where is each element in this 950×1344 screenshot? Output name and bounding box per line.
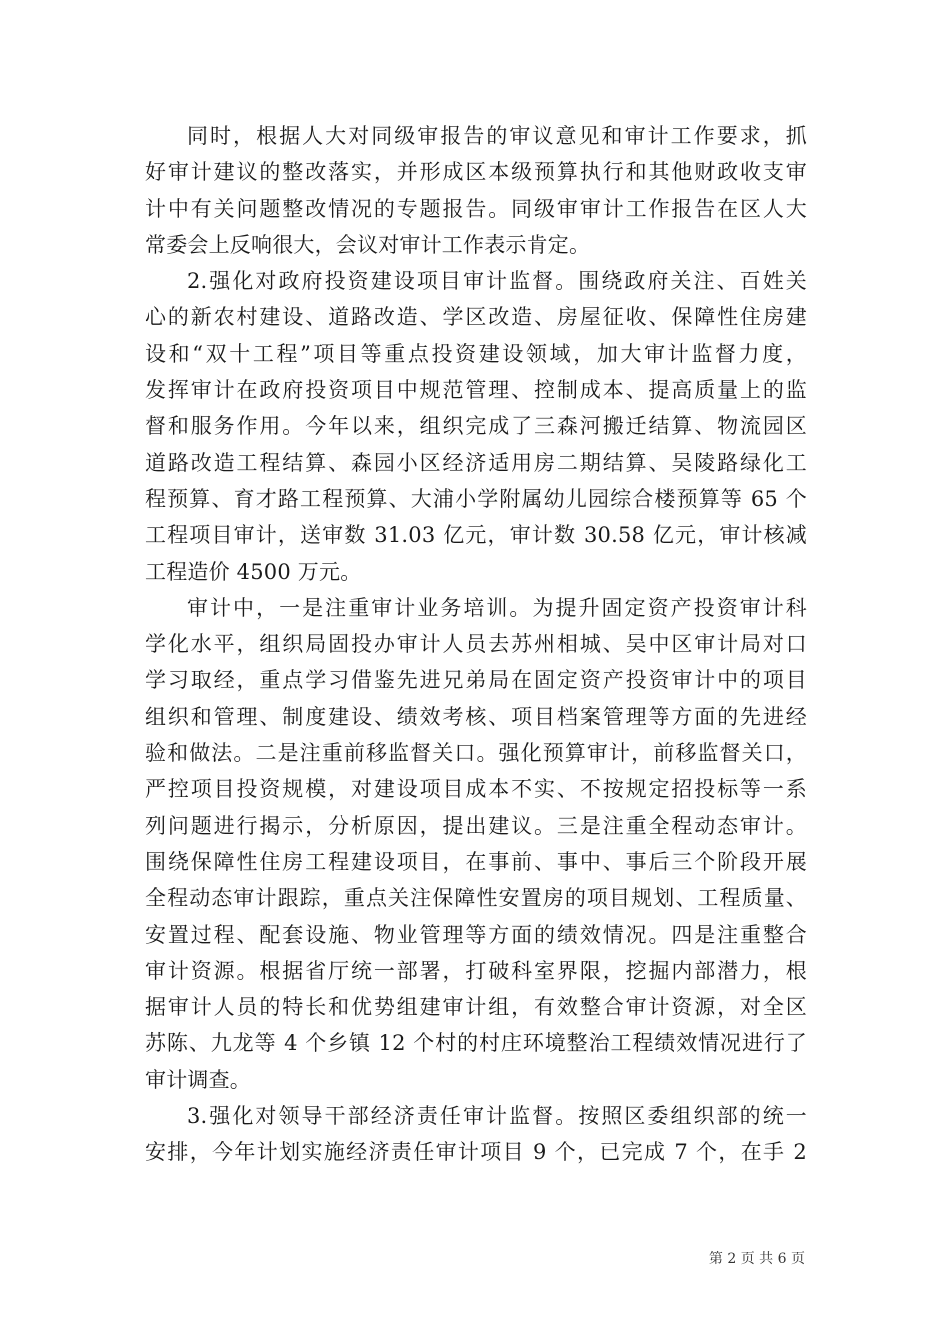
paragraph — [145, 263, 807, 590]
text-line: 发挥审计在政府投资项目中规范管理、控制成本、提高质量上的监 — [145, 378, 807, 403]
text-line: 审计资源。根据省厅统一部署，打破科室界限，挖掘内部潜力，根 — [145, 958, 807, 983]
paragraph — [145, 1098, 807, 1171]
text-line: 计中有关问题整改情况的专题报告。同级审审计工作报告在区人大 — [145, 196, 807, 221]
text-line: 苏陈、九龙等 4 个乡镇 12 个村的村庄环境整治工程绩效情况进行了 — [145, 1031, 807, 1056]
text-line: 严控项目投资规模，对建设项目成本不实、不按规定招投标等一系 — [145, 777, 807, 802]
text-line: 心的新农村建设、道路改造、学区改造、房屋征收、保障性住房建 — [145, 305, 807, 330]
text-line: 学化水平，组织局固投办审计人员去苏州相城、吴中区审计局对口 — [145, 632, 807, 657]
text-line: 验和做法。二是注重前移监督关口。强化预算审计，前移监督关口， — [145, 741, 807, 766]
text-line: 安置过程、配套设施、物业管理等方面的绩效情况。四是注重整合 — [145, 922, 807, 947]
document-page — [145, 118, 807, 1171]
text-line: 学习取经，重点学习借鉴先进兄弟局在固定资产投资审计中的项目 — [145, 668, 807, 693]
page-number-footer: 第 2 页 共 6 页 — [708, 1251, 805, 1267]
text-line: 审计调查。 — [145, 1067, 251, 1092]
text-line: 道路改造工程结算、森园小区经济适用房二期结算、吴陵路绿化工 — [145, 450, 807, 475]
text-line: 同时，根据人大对同级审报告的审议意见和审计工作要求，抓 — [187, 124, 807, 148]
text-line: 2.强化对政府投资建设项目审计监督。围绕政府关注、百姓关 — [187, 269, 807, 294]
text-line: 3.强化对领导干部经济责任审计监督。按照区委组织部的统一 — [187, 1104, 807, 1129]
text-line: 审计中，一是注重审计业务培训。为提升固定资产投资审计科 — [187, 595, 807, 620]
text-line: 列问题进行揭示，分析原因，提出建议。三是注重全程动态审计。 — [145, 813, 807, 838]
text-line: 工程造价 4500 万元。 — [145, 559, 362, 584]
text-line: 程预算、育才路工程预算、大浦小学附属幼儿园综合楼预算等 65 个 — [145, 486, 807, 511]
text-line: 组织和管理、制度建设、绩效考核、项目档案管理等方面的先进经 — [145, 704, 807, 729]
text-line: 据审计人员的特长和优势组建审计组，有效整合审计资源，对全区 — [145, 995, 807, 1020]
text-line: 全程动态审计跟踪，重点关注保障性安置房的项目规划、工程质量、 — [145, 886, 807, 911]
text-line: 安排，今年计划实施经济责任审计项目 9 个，已完成 7 个，在手 2 — [145, 1140, 807, 1165]
text-line: 工程项目审计，送审数 31.03 亿元，审计数 30.58 亿元，审计核减 — [145, 523, 807, 548]
text-line: 常委会上反响很大，会议对审计工作表示肯定。 — [145, 232, 591, 257]
text-line: 设和“双十工程”项目等重点投资建设领域，加大审计监督力度， — [145, 341, 807, 366]
text-line: 好审计建议的整改落实，并形成区本级预算执行和其他财政收支审 — [145, 160, 807, 185]
paragraph — [145, 590, 807, 1098]
paragraph — [145, 118, 807, 263]
text-line: 督和服务作用。今年以来，组织完成了三森河搬迁结算、物流园区 — [145, 414, 807, 439]
text-line: 围绕保障性住房工程建设项目，在事前、事中、事后三个阶段开展 — [145, 849, 807, 874]
